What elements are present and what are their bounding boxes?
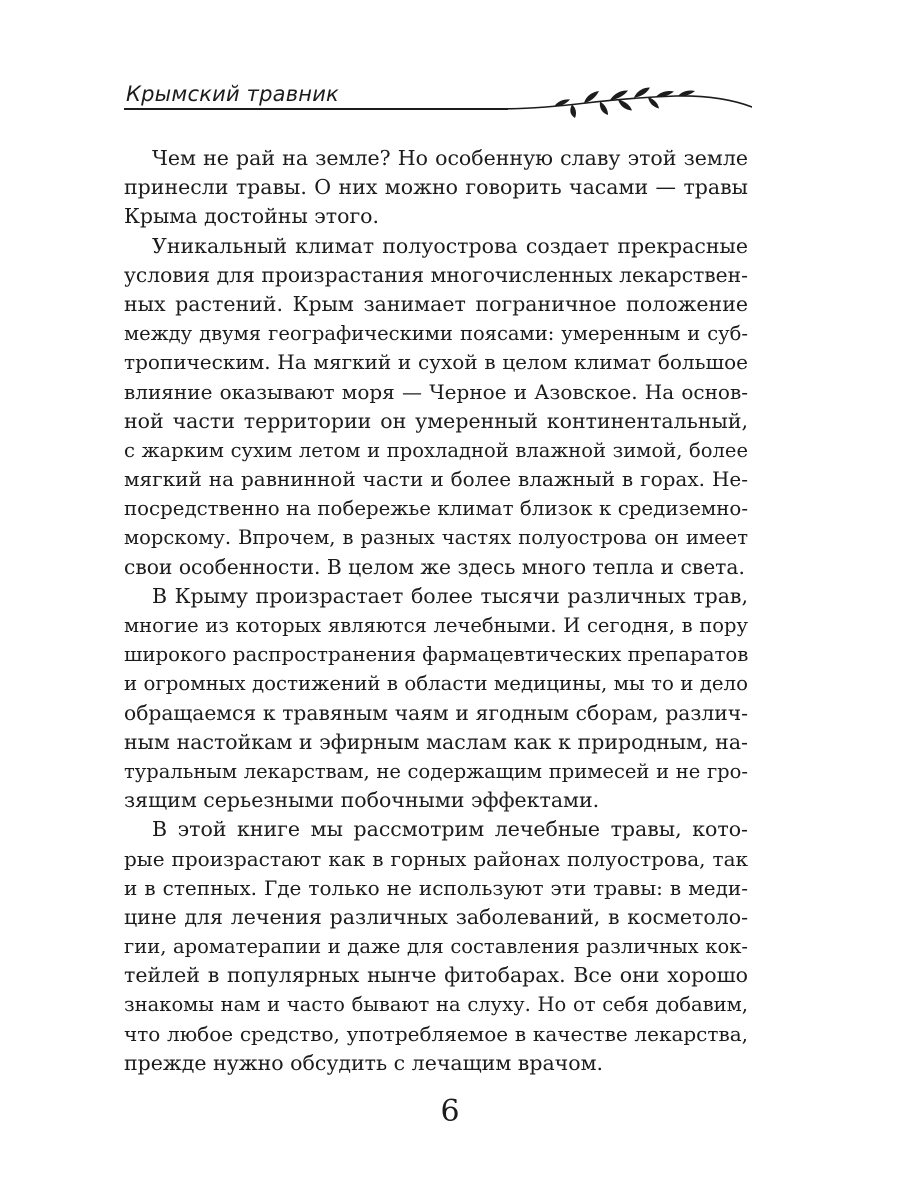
leafy-branch-icon [506, 80, 752, 130]
leaf [634, 88, 650, 98]
text-line: морскому. Впрочем, в разных частях полуострова он имеет [124, 526, 748, 550]
text-line: рые произрастают как в горных районах полуострова, так [124, 846, 748, 871]
text-line: влияние оказывают моря — Черное и Азовское. На основ- [124, 379, 748, 404]
text-line: что любое средство, употребляемое в качестве лекарства, [124, 1021, 748, 1046]
paragraph-4 [124, 815, 748, 1078]
leaf [618, 100, 632, 111]
text-line: туральным лекарствам, не содержащим примесей и не гро- [124, 759, 748, 783]
text-line: широкого распространения фармацевтических препаратов [124, 643, 749, 667]
text-line: зящим серьезными побочными эффектами. [124, 788, 600, 813]
text-line: ных растений. Крым занимает пограничное положение [124, 291, 748, 316]
text-line: тейлей в популярных нынче фитобарах. Все они хорошо [124, 963, 748, 988]
leaf [678, 90, 695, 96]
text-line: Чем не рай на земле? Но особенную славу этой земле [152, 146, 748, 170]
text-line: обращаемся к травяным чаям и ягодным сборам, различ- [124, 700, 748, 725]
text-line: принесли травы. О них можно говорить часами — травы [124, 175, 748, 200]
body-text [124, 144, 748, 1078]
text-line: цине для лечения различных заболеваний, в косметоло- [124, 904, 748, 929]
text-line: Крыма достойны этого. [124, 204, 380, 229]
text-line: ным настойкам и эфирным маслам как к природным, на- [124, 729, 748, 754]
page-number: 6 [440, 1094, 460, 1129]
text-line: между двумя географическими поясами: умеренным и суб- [124, 322, 748, 346]
text-line: В этой книге мы рассмотрим лечебные травы, кото- [152, 817, 748, 842]
text-line: Уникальный климат полуострова создает прекрасные [152, 233, 748, 258]
running-header [124, 80, 750, 130]
leaf [648, 97, 659, 109]
paragraph-1 [124, 144, 748, 232]
text-line: мягкий на равнинной части и более влажный в горах. Не- [124, 467, 748, 492]
text-line: гии, ароматерапии и даже для составления различных кок- [124, 935, 748, 959]
paragraph-2 [124, 232, 748, 582]
text-line: тропическим. На мягкий и сухой в целом климат большое [124, 350, 748, 375]
text-line: ной части территории он умеренный континентальный, [124, 408, 748, 433]
text-line: условия для произрастания многочисленных лекарствен- [124, 262, 748, 287]
text-line: с жарким сухим летом и прохладной влажной зимой, более [124, 438, 748, 462]
leaf [600, 102, 608, 116]
leaf [570, 105, 576, 119]
paragraph-3 [124, 582, 748, 816]
text-line: свои особенности. В целом же здесь много тепла и света. [124, 554, 745, 579]
text-line: прежде нужно обсудить с лечащим врачом. [124, 1050, 604, 1075]
header-rule [124, 108, 508, 110]
running-title: Крымский травник [126, 82, 339, 106]
text-line: и в степных. Где только не используют эти травы: в меди- [124, 875, 748, 900]
text-line: посредственно на побережье климат близок к средиземно- [124, 497, 748, 521]
text-line: В Крыму произрастает более тысячи различных трав, [152, 583, 748, 608]
text-line: и огромных достижений в области медицины, мы то и дело [124, 672, 748, 696]
text-line: многие из которых являются лечебными. И сегодня, в пору [124, 614, 748, 637]
text-line: знакомы нам и часто бывают на слуху. Но от себя добавим, [124, 993, 748, 1017]
